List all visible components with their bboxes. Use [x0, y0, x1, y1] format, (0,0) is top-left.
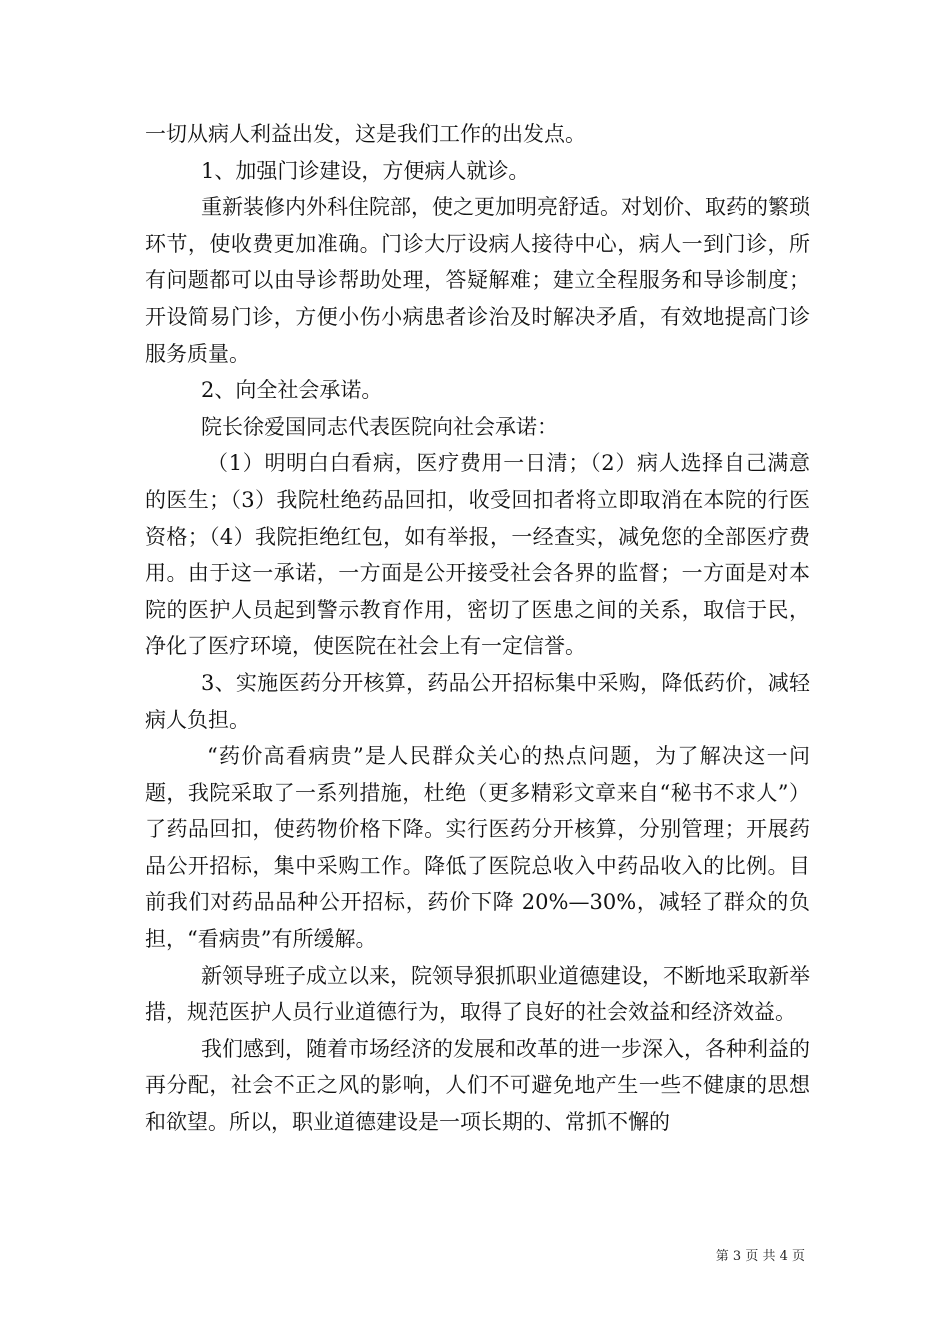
paragraph-8: “药价高看病贵”是人民群众关心的热点问题，为了解决这一问题，我院采取了一系列措施，杜绝（更多精彩文章来自“秘书不求人”）了药品回扣，使药物价格下降。实行医药分开核算，分别管理；开展药品公开招标，集中采购工作。降低了医院总收入中药品收入的比例。目前我们对药品品种公开招标，药价下降 20%—30%，减轻了群众的负担，“看病贵”有所缓解。: [145, 744, 810, 952]
paragraph-6: （1）明明白白看病，医疗费用一日清；（2）病人选择自己满意的医生；（3）我院杜绝药品回扣，收受回扣者将立即取消在本院的行医资格；（4）我院拒绝红包，如有举报，一经查实，减免您的全部医疗费用。由于这一承诺，一方面是公开接受社会各界的监督；一方面是对本院的医护人员起到警示教育作用，密切了医患之间的关系，取信于民，净化了医疗环境，使医院在社会上有一定信誉。: [145, 451, 810, 659]
paragraph-3: 重新装修内外科住院部，使之更加明亮舒适。对划价、取药的繁琐环节，使收费更加准确。门诊大厅设病人接待中心，病人一到门诊，所有问题都可以由导诊帮助处理，答疑解难；建立全程服务和导诊制度；开设简易门诊，方便小伤小病患者诊治及时解决矛盾，有效地提高门诊服务质量。: [145, 195, 810, 366]
paragraph-5: 院长徐爱国同志代表医院向社会承诺：: [201, 414, 558, 439]
paragraph-4: 2、向全社会承诺。: [201, 378, 383, 403]
paragraph-1: 一切从病人利益出发，这是我们工作的出发点。: [145, 122, 586, 146]
document-body: [145, 116, 810, 1141]
paragraph-10: 我们感到，随着市场经济的发展和改革的进一步深入，各种利益的再分配，社会不正之风的影响，人们不可避免地产生一些不健康的思想和欲望。所以，职业道德建设是一项长期的、常抓不懈的: [145, 1036, 810, 1135]
paragraph-7: 3、实施医药分开核算，药品公开招标集中采购，降低药价，减轻病人负担。: [145, 670, 810, 732]
paragraph-9: 新领导班子成立以来，院领导狠抓职业道德建设，不断地采取新举措，规范医护人员行业道德行为，取得了良好的社会效益和经济效益。: [145, 963, 810, 1025]
page-number-footer: 第 3 页 共 4 页: [715, 1249, 805, 1264]
paragraph-2: 1、加强门诊建设，方便病人就诊。: [201, 158, 530, 183]
